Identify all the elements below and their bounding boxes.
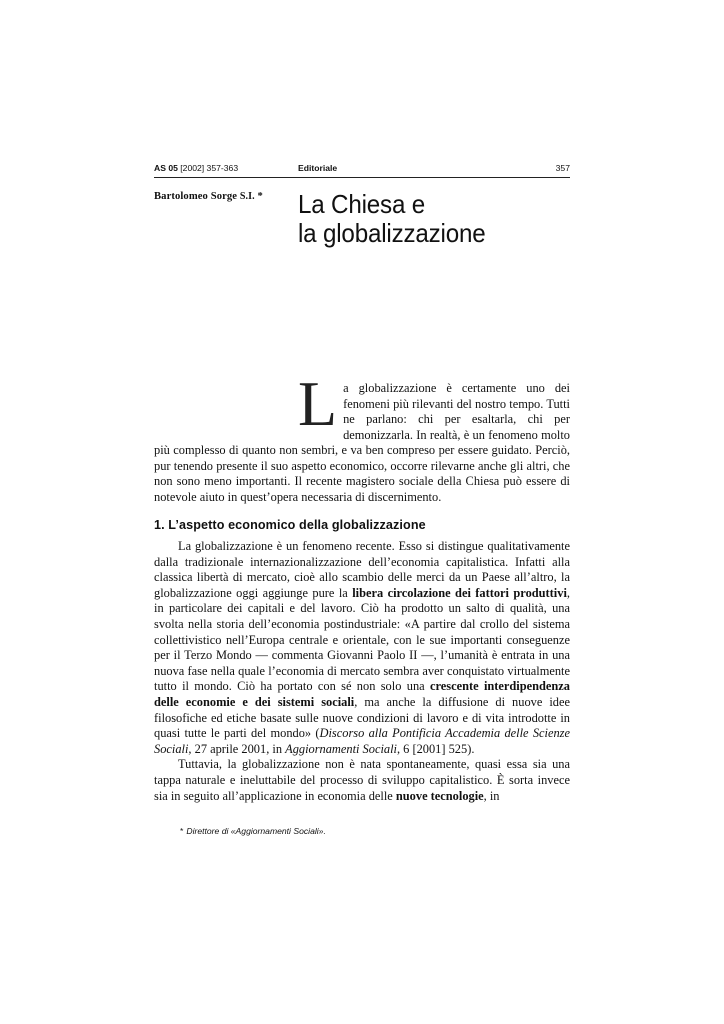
title-line-1: La Chiesa e bbox=[298, 189, 426, 219]
text-run: , 6 [2001] 525). bbox=[396, 741, 475, 756]
italic-source-title: Discorso alla Pontificia Accademia delle Scienze Sociali bbox=[154, 726, 570, 756]
text-run: Tuttavia, la globalizzazione non è nata spontaneamente, quasi essa sia una tappa naturale e ineluttabile del processo di sviluppo capitalistico. È sorta invece sia in seguito all’applicazione in economia delle bbox=[154, 757, 570, 803]
author-note-mark: * bbox=[257, 191, 263, 202]
title-line-2: la globalizzazione bbox=[298, 218, 486, 248]
journal-citation bbox=[154, 163, 238, 173]
author-line bbox=[154, 191, 263, 202]
section-label: Editoriale bbox=[298, 163, 338, 173]
citation-range: [2002] 357-363 bbox=[180, 163, 239, 173]
page-number: 357 bbox=[555, 163, 570, 173]
section-heading: 1. L’aspetto economico della globalizzazione bbox=[154, 518, 426, 532]
text-run: La globalizzazione è un fenomeno recente. Esso si distingue qualitativamente dalla tradizionale internazionalizzazione dell’economia capitalistica. Infatti alla classica libertà di mercato, cioè allo scambio delle merci da un Paese all’altro, la globalizzazione oggi aggiunge pure la bbox=[154, 539, 570, 600]
paragraph-2 bbox=[154, 757, 570, 804]
running-header bbox=[154, 163, 570, 177]
footnote-text: Direttore di «Aggiornamenti Sociali». bbox=[186, 826, 326, 836]
footnote-mark: * bbox=[180, 826, 184, 836]
paragraph-1 bbox=[154, 539, 570, 757]
text-run: , in particolare dei capitali e del lavoro. Ciò ha prodotto un salto di qualità, una svolta nella storia dell’economia postindustriale: «A partire dal crollo del sistema collettivistico nell’Europa centrale e orientale, con le sue importanti conseguenze per il Terzo Mondo — commenta Giovanni Paolo II —, l’umanità è entrata in una nuova fase nella quale l’economia di mercato sembra aver conquistato virtualmente tutto il mondo. Ciò ha portato con sé non solo una bbox=[154, 585, 570, 694]
bold-phrase: libera circolazione dei fattori produttivi bbox=[352, 585, 567, 600]
bold-phrase: crescente interdipendenza delle economie e dei sistemi sociali bbox=[154, 679, 570, 709]
intro-text: a globalizzazione è certamente uno dei fenomeni più rilevanti del nostro tempo. Tutti ne parlano: chi per esaltarla, chi per demonizzarla. In realtà, è un fenomeno molto più complesso di quanto non sembri, e va ben compreso per essere guidato. Perciò, pur tenendo presente il suo aspetto economico, occorre rilevarne anche gli altri, che non sono meno importanti. Il recente magistero sociale della Chiesa può essere di notevole aiuto in quest’opera necessaria di discernimento. bbox=[154, 381, 570, 504]
bold-phrase: nuove tecnologie bbox=[395, 788, 484, 803]
text-run: , 27 aprile 2001, in bbox=[188, 741, 286, 756]
article-title bbox=[298, 190, 558, 248]
author-order: S.I. bbox=[239, 191, 255, 202]
text-run: , in bbox=[483, 788, 500, 803]
author-name: Bartolomeo Sorge bbox=[154, 191, 238, 202]
text-run: , ma anche la diffusione di nuove idee filosofiche ed etiche basate sulle nuove condizioni di lavoro e di vita introdotte in quasi tutte le parti del mondo» ( bbox=[154, 694, 570, 741]
italic-journal-title: Aggiornamenti Sociali bbox=[285, 741, 397, 756]
footnote bbox=[180, 826, 326, 836]
drop-cap: L bbox=[298, 368, 338, 439]
body-text bbox=[154, 539, 570, 804]
header-rule bbox=[154, 177, 570, 178]
journal-code: AS 05 bbox=[154, 163, 178, 173]
intro-paragraph bbox=[154, 368, 570, 505]
